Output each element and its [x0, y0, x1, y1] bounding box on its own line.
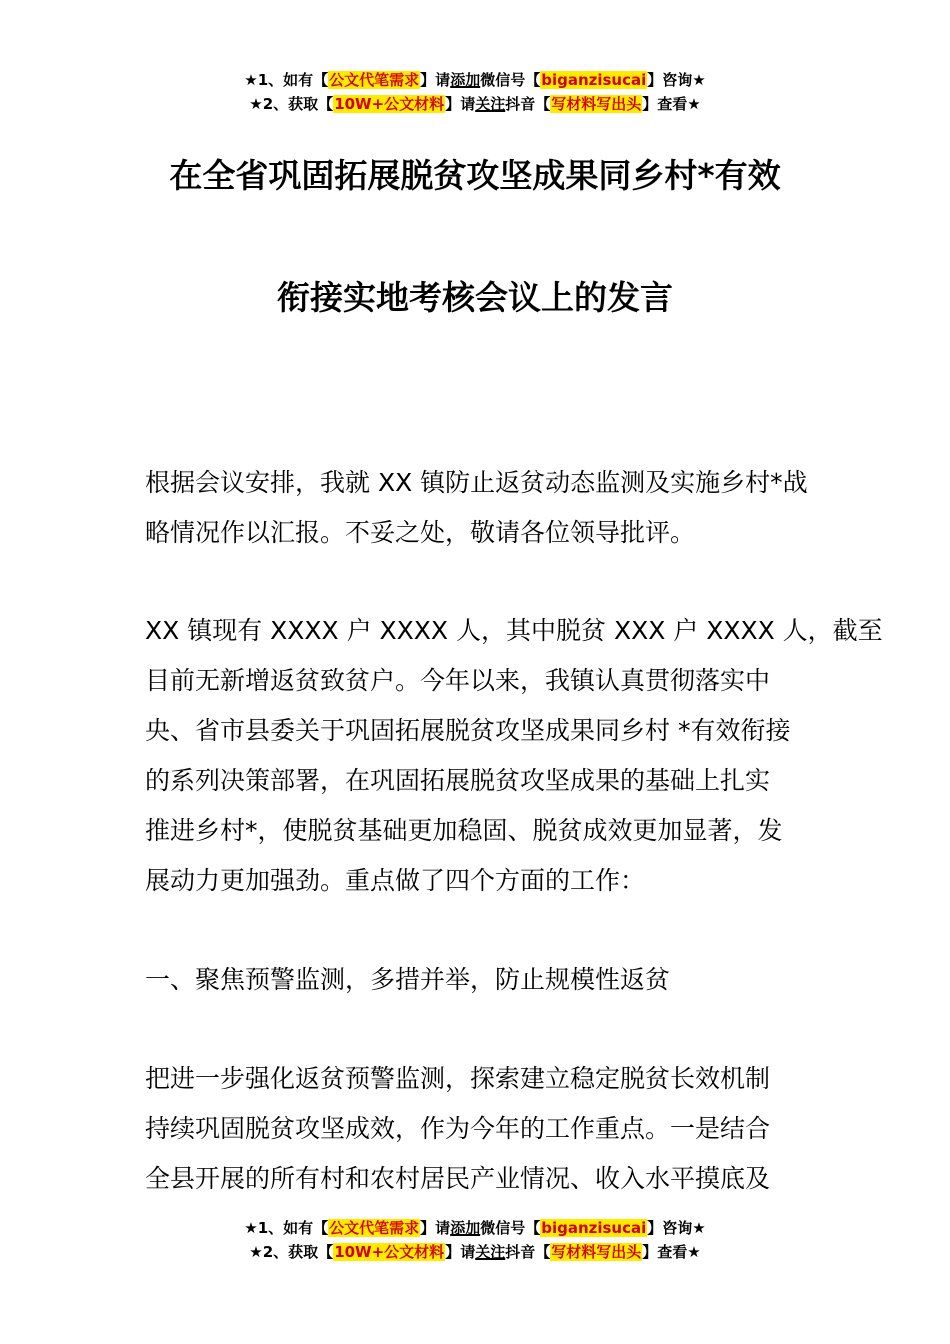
section-heading-1 [145, 955, 807, 1005]
paragraph-intro [145, 458, 807, 558]
document-title-line-1: 在全省巩固拓展脱贫攻坚成果同乡村*有效 [169, 156, 781, 195]
banner-text: 】请 [420, 1219, 451, 1237]
text-line: 的系列决策部署，在巩固拓展脱贫攻坚成果的基础上扎实 [145, 766, 771, 795]
banner-text: 】咨询★ [647, 71, 706, 89]
highlight-text: 写材料写出头 [551, 95, 642, 113]
text-line: 展动力更加强劲。重点做了四个方面的工作： [145, 866, 646, 895]
banner-text: 微信号【 [480, 71, 541, 89]
underlined-text: 添加 [450, 71, 481, 89]
banner-line-2 [0, 92, 950, 116]
banner-line-2 [0, 1240, 950, 1264]
text-line: 央、省市县委关于巩固拓展脱贫攻坚成果同乡村 *有效衔接 [145, 716, 791, 745]
highlight-text: 写材料写出头 [551, 1243, 642, 1261]
banner-line-1 [0, 68, 950, 92]
banner-text: 】请 [445, 95, 476, 113]
text-line: 根据会议安排，我就 XX 镇防止返贫动态监测及实施乡村*战 [145, 468, 808, 497]
paragraph-overview [145, 606, 883, 906]
underlined-text: 关注 [475, 95, 506, 113]
heading-text: 一、聚焦预警监测，多措并举，防止规模性返贫 [145, 965, 671, 994]
banner-text: 抖音【 [505, 95, 551, 113]
text-line: 目前无新增返贫致贫户。今年以来，我镇认真贯彻落实中 [145, 666, 771, 695]
banner-line-1 [0, 1216, 950, 1240]
highlight-text: biganzisucai [541, 1219, 647, 1237]
banner-text: ★1、如有【 [244, 1219, 329, 1237]
banner-text: 微信号【 [480, 1219, 541, 1237]
top-banner [0, 68, 950, 116]
paragraph-section-1 [145, 1054, 807, 1204]
text-line: 持续巩固脱贫攻坚成效，作为今年的工作重点。一是结合 [145, 1114, 771, 1143]
banner-text: 】咨询★ [647, 1219, 706, 1237]
banner-text: 】查看★ [642, 1243, 701, 1261]
text-line: 略情况作以汇报。不妥之处，敬请各位领导批评。 [145, 518, 696, 547]
underlined-text: 添加 [450, 1219, 481, 1237]
text-line: 把进一步强化返贫预警监测，探索建立稳定脱贫长效机制 [145, 1064, 771, 1093]
banner-text: 】查看★ [642, 95, 701, 113]
banner-text: 抖音【 [505, 1243, 551, 1261]
text-line: XX 镇现有 XXXX 户 XXXX 人，其中脱贫 XXX 户 XXXX 人，截至 [145, 616, 883, 645]
banner-text: 】请 [445, 1243, 476, 1261]
banner-text: ★1、如有【 [244, 71, 329, 89]
highlight-text: biganzisucai [541, 71, 647, 89]
document-title-line-2: 衔接实地考核会议上的发言 [277, 278, 673, 317]
banner-text: ★2、获取【 [249, 95, 334, 113]
underlined-text: 关注 [475, 1243, 506, 1261]
highlight-text: 公文代笔需求 [329, 71, 420, 89]
highlight-text: 10W+公文材料 [334, 1243, 445, 1261]
bottom-banner [0, 1216, 950, 1264]
text-line: 全县开展的所有村和农村居民产业情况、收入水平摸底及 [145, 1164, 771, 1193]
highlight-text: 公文代笔需求 [329, 1219, 420, 1237]
banner-text: ★2、获取【 [249, 1243, 334, 1261]
text-line: 推进乡村*，使脱贫基础更加稳固、脱贫成效更加显著，发 [145, 816, 783, 845]
banner-text: 】请 [420, 71, 451, 89]
highlight-text: 10W+公文材料 [334, 95, 445, 113]
